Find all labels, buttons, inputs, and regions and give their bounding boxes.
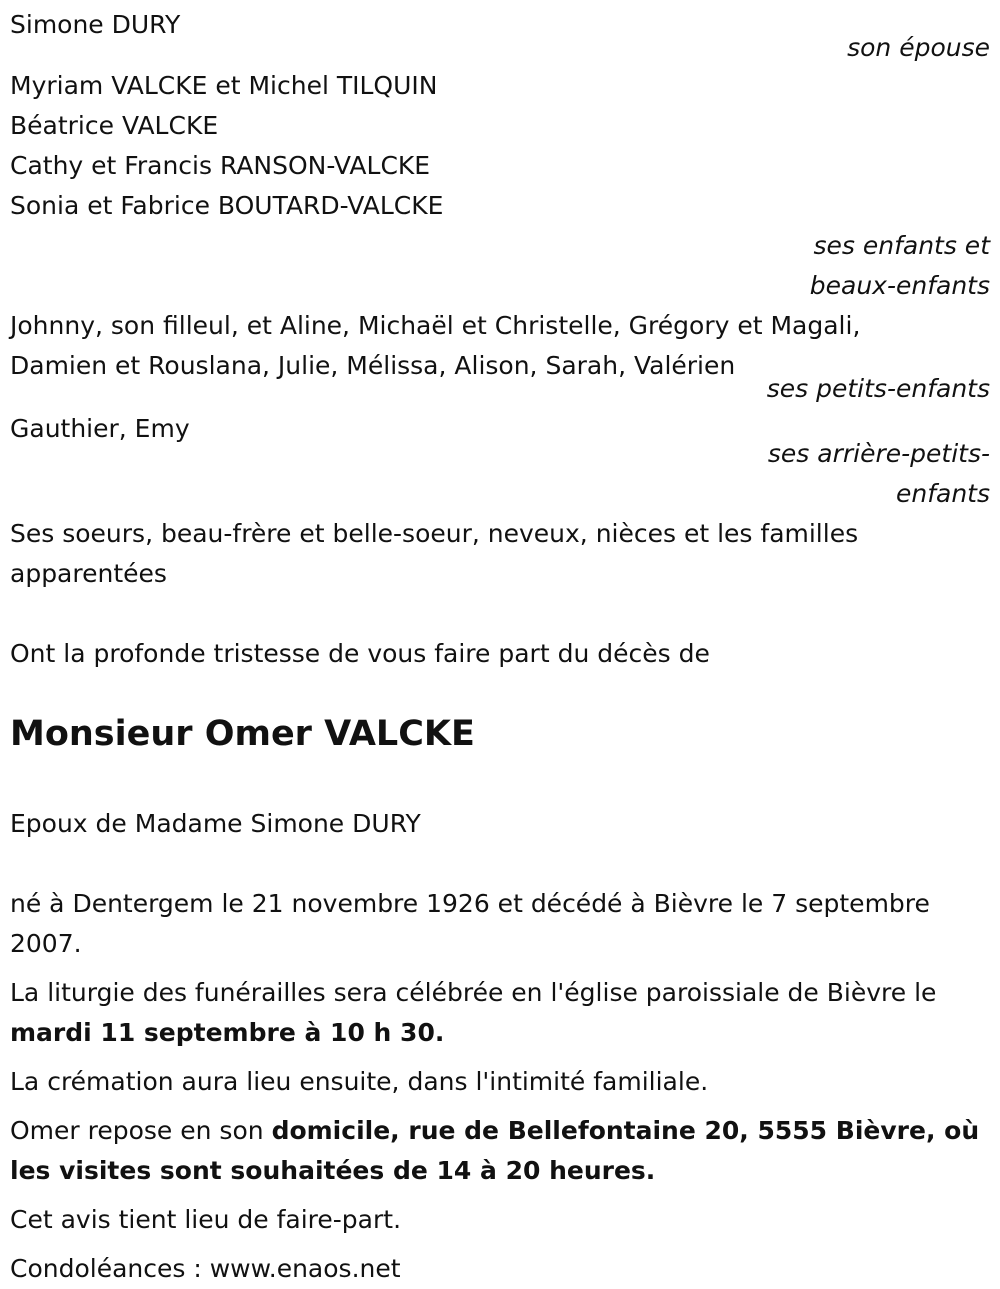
- relatives-line-1: Ses soeurs, beau-frère et belle-soeur, neveux, nièces et les familles: [10, 519, 859, 548]
- grandchildren-line-2: Damien et Rouslana, Julie, Mélissa, Alison, Sarah, Valérien: [10, 351, 736, 380]
- child-line-2: Béatrice VALCKE: [10, 111, 219, 140]
- condolences-text: Condoléances : www.enaos.net: [10, 1254, 401, 1283]
- spouse-role: son épouse: [847, 33, 990, 62]
- children-role-line-2: beaux-enfants: [809, 271, 990, 300]
- spouse-name: Simone DURY: [10, 10, 181, 39]
- spouse-of-text: Epoux de Madame Simone DURY: [10, 809, 421, 838]
- notice-text: Cet avis tient lieu de faire-part.: [10, 1205, 402, 1234]
- relatives-block: [10, 514, 990, 594]
- children-role-line-1: ses enfants et: [813, 231, 990, 260]
- great-grandchildren-role-line-1: ses arrière-petits-: [767, 439, 990, 468]
- spacer: [10, 594, 990, 634]
- cremation-text: La crémation aura lieu ensuite, dans l'intimité familiale.: [10, 1067, 709, 1096]
- funeral-block: [10, 973, 990, 1053]
- grandchildren-role: ses petits-enfants: [766, 374, 990, 403]
- children-block: [10, 66, 990, 306]
- funeral-date: mardi 11 septembre à 10 h 30.: [10, 1018, 445, 1047]
- rest-visits: les visites sont souhaitées de 14 à 20 heures.: [10, 1156, 656, 1185]
- child-line-4: Sonia et Fabrice BOUTARD-VALCKE: [10, 191, 444, 220]
- dates-block: [10, 884, 990, 964]
- grandchildren-line-1: Johnny, son filleul, et Aline, Michaël et Christelle, Grégory et Magali,: [10, 311, 861, 340]
- relatives-line-2: apparentées: [10, 559, 167, 588]
- rest-block: [10, 1111, 990, 1191]
- announcement-text: Ont la profonde tristesse de vous faire part du décès de: [10, 639, 710, 668]
- great-grandchildren-role-line-2: enfants: [895, 479, 990, 508]
- dates-line-1: né à Dentergem le 21 novembre 1926 et décédé à Bièvre le 7 septembre: [10, 889, 930, 918]
- great-grandchildren-line: Gauthier, Emy: [10, 414, 190, 443]
- dates-line-2: 2007.: [10, 929, 82, 958]
- rest-address: domicile, rue de Bellefontaine 20, 5555 Bièvre, où: [271, 1116, 980, 1145]
- spacer: [10, 844, 990, 884]
- rest-prefix: Omer repose en son: [10, 1116, 272, 1145]
- child-line-3: Cathy et Francis RANSON-VALCKE: [10, 151, 431, 180]
- deceased-name: Monsieur Omer VALCKE: [10, 714, 475, 754]
- great-grandchildren-block: [10, 409, 990, 514]
- child-line-1: Myriam VALCKE et Michel TILQUIN: [10, 71, 438, 100]
- grandchildren-block: [10, 306, 990, 409]
- funeral-line-1: La liturgie des funérailles sera célébrée en l'église paroissiale de Bièvre le: [10, 978, 937, 1007]
- spouse-block: [10, 0, 990, 68]
